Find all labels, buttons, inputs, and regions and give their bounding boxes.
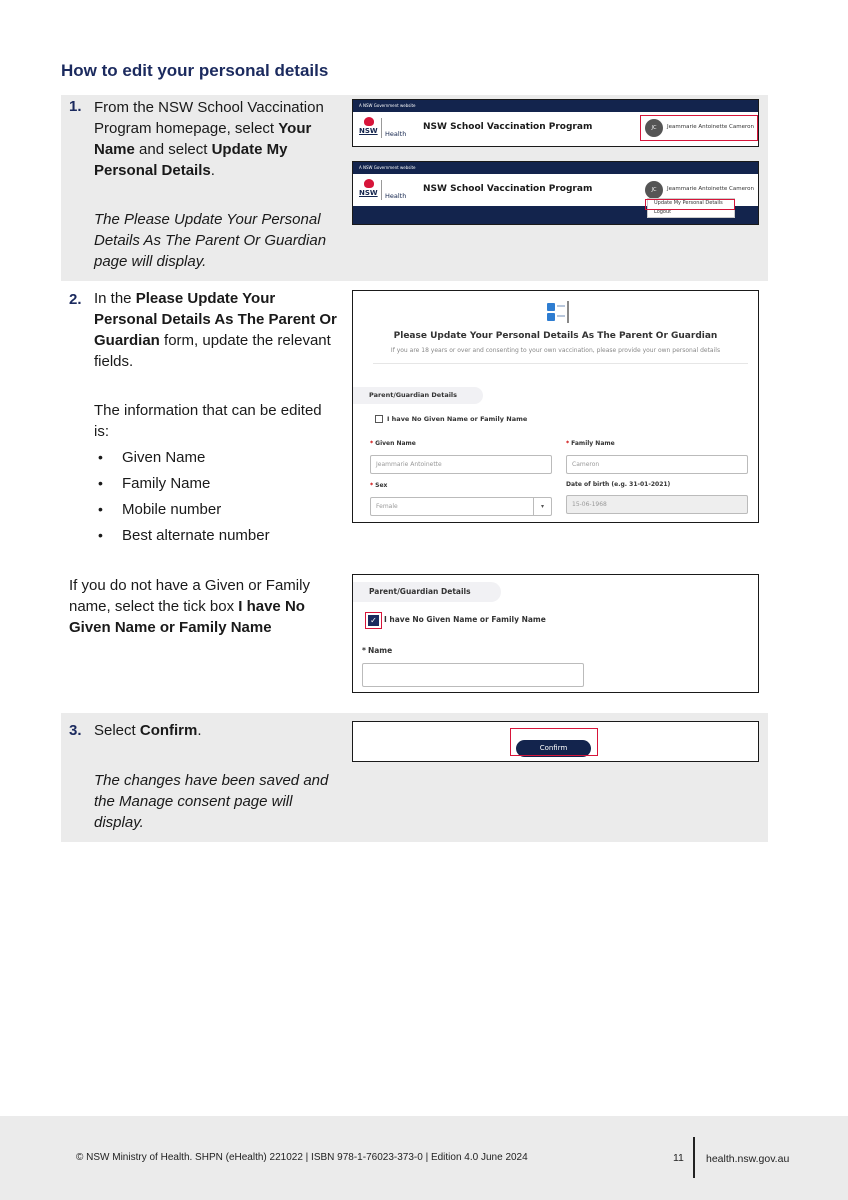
site-header [353,112,758,144]
dob-field: 15-06-1968 [566,495,748,514]
family-name-field[interactable]: Cameron [566,455,748,474]
name-label-text: Name [367,646,393,655]
step-1-text-end: . [210,162,215,179]
nsw-logo [359,179,379,201]
dob-label: Date of birth (e.g. 31-01-2021) [566,481,671,488]
app-title: NSW School Vaccination Program [423,122,593,132]
nsw-logo-text: NSW [359,127,378,135]
page-number: 11 [673,1152,684,1164]
screenshot-header-user-name [352,99,759,147]
screenshot-personal-details-form [352,290,759,523]
name-label [362,646,392,655]
required-marker: * [362,646,366,655]
app-title: NSW School Vaccination Program [423,184,593,194]
gov-banner: A NSW Government website [353,100,758,112]
gov-banner: A NSW Government website [353,162,758,174]
editable-list [94,447,270,551]
step-3-note: The changes have been saved and the Manage consent page will display. [94,772,329,831]
step-1-note: The Please Update Your Personal Details As The Parent Or Guardian page will display. [94,211,327,270]
checkbox-glyph [547,313,555,321]
required-marker: * [370,440,374,447]
website-link[interactable]: health.nsw.gov.au [706,1153,790,1165]
page-heading: How to edit your personal details [61,61,329,80]
line-glyph [557,315,565,317]
screenshot-confirm [352,721,759,762]
list-item: • Best alternate number [94,525,270,551]
section-label: Parent/Guardian Details [353,582,501,602]
user-name-link[interactable]: Jeammarie Antoinette Cameron [667,186,754,192]
step-1-bold-your-name: Your Name [94,120,312,158]
screenshot-no-name-checked [352,574,759,693]
sex-label-text: Sex [375,482,388,489]
nsw-logo-text: NSW [359,189,378,197]
menu-item-logout[interactable]: Logout [654,209,672,215]
name-field[interactable] [362,663,584,687]
step-1-text-mid: and select [134,141,212,158]
logo-divider [381,118,382,138]
no-name-checkbox[interactable] [375,415,383,423]
step-1-instruction [94,97,339,181]
given-name-label [370,440,416,447]
page-footer [0,1116,848,1200]
family-name-label-text: Family Name [571,440,615,447]
logo-divider [381,180,382,200]
nsw-logo [359,117,379,139]
required-marker: * [370,482,374,489]
no-name-bold: I have No Given Name or Family Name [69,598,305,636]
highlight-box-confirm [510,728,598,756]
given-name-field[interactable]: Jeammarie Antoinette [370,455,552,474]
health-label: Health [385,192,407,200]
waratah-icon [364,117,374,126]
step-1-text-prefix: From the NSW School Vaccination Program homepage, select [94,99,324,137]
no-name-checkbox-checked[interactable]: ✓ [368,615,379,626]
family-name-label [566,440,615,447]
chevron-down-icon: ▾ [533,498,551,515]
form-subtitle: If you are 18 years or over and consenting to your own vaccination, please provide your own personal details [390,347,721,354]
form-title: Please Update Your Personal Details As The Parent Or Guardian [393,331,718,341]
step-3-text-end: . [197,722,202,739]
step-3-bold-confirm: Confirm [139,722,198,739]
step-2-instruction [94,288,339,372]
list-item: • Mobile number [94,499,270,525]
copyright-text: © NSW Ministry of Health. SHPN (eHealth) 221022 | ISBN 978-1-76023-373-0 | Edition 4.0 June 2024 [76,1152,528,1163]
highlight-box-checkbox [365,612,382,629]
no-name-instruction [69,575,339,638]
no-name-text: If you do not have a Given or Family name, select the tick box [69,577,310,615]
no-name-checkbox-label: I have No Given Name or Family Name [384,615,546,624]
step-3-text-prefix: Select [94,722,140,739]
step-2-bold-form-name: Please Update Your Personal Details As The Parent Or Guardian [94,290,337,349]
footer-divider [693,1137,695,1178]
form-divider [373,363,748,364]
health-label: Health [385,130,407,138]
step-2-text-prefix: In the [94,290,136,307]
sex-label [370,482,387,489]
confirm-button[interactable]: Confirm [516,740,591,757]
bar-glyph [567,301,569,323]
form-checklist-icon [547,301,571,323]
sex-select-value: Female [376,503,398,510]
step-1-bold-update-details: Update My Personal Details [94,141,288,179]
line-glyph [557,305,565,307]
step-3-instruction [94,720,339,741]
screenshot-user-menu [352,161,759,225]
list-item: • Family Name [94,473,270,499]
no-name-checkbox-label: I have No Given Name or Family Name [387,415,528,423]
highlight-box-update-details [645,199,735,210]
highlight-box-user-name [640,115,758,141]
sex-select[interactable] [370,497,552,516]
step-2-text-end: form, update the relevant fields. [94,332,331,370]
editable-intro: The information that can be edited is: [94,402,322,440]
required-marker: * [566,440,570,447]
waratah-icon [364,179,374,188]
avatar[interactable]: JC [645,181,663,199]
user-name-link[interactable]: Jeammarie Antoinette Cameron [667,124,754,130]
step-2-number: 2. [69,291,82,308]
list-item: • Given Name [94,447,270,473]
checkbox-glyph [547,303,555,311]
step-1-number: 1. [69,98,82,115]
given-name-label-text: Given Name [375,440,416,447]
avatar[interactable]: JC [645,119,663,137]
menu-item-update-details[interactable]: Update My Personal Details [654,200,723,206]
step-3-number: 3. [69,722,82,739]
section-label: Parent/Guardian Details [353,387,483,404]
